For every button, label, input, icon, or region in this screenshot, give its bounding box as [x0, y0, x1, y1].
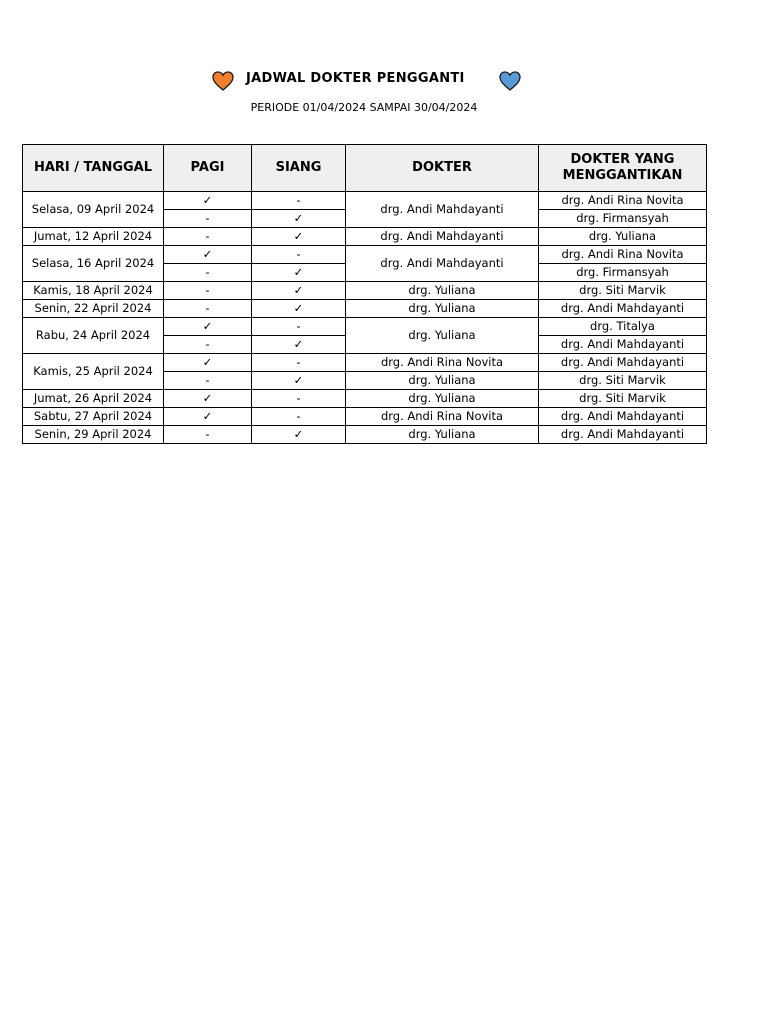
column-header-dokter: DOKTER — [346, 145, 539, 192]
siang-cell: ✓ — [252, 282, 346, 300]
dokter-cell: drg. Yuliana — [346, 390, 539, 408]
dokter-cell: drg. Yuliana — [346, 426, 539, 444]
table-row — [23, 300, 707, 318]
pengganti-cell: drg. Firmansyah — [539, 210, 707, 228]
pagi-cell: ✓ — [164, 408, 252, 426]
date-cell: Selasa, 09 April 2024 — [23, 192, 164, 228]
siang-cell: - — [252, 192, 346, 210]
pengganti-cell: drg. Andi Mahdayanti — [539, 354, 707, 372]
schedule-body — [23, 192, 707, 444]
heart-left-shape — [213, 72, 233, 90]
pengganti-cell: drg. Firmansyah — [539, 264, 707, 282]
date-cell: Kamis, 25 April 2024 — [23, 354, 164, 390]
pagi-cell: - — [164, 426, 252, 444]
siang-cell: - — [252, 318, 346, 336]
column-header-date: HARI / TANGGAL — [23, 145, 164, 192]
dokter-cell: drg. Andi Rina Novita — [346, 354, 539, 372]
table-row — [23, 354, 707, 372]
pagi-cell: - — [164, 264, 252, 282]
pagi-cell: ✓ — [164, 354, 252, 372]
pagi-cell: - — [164, 336, 252, 354]
pagi-cell: ✓ — [164, 246, 252, 264]
pagi-cell: - — [164, 300, 252, 318]
dokter-cell: drg. Andi Mahdayanti — [346, 246, 539, 282]
period-subtitle: PERIODE 01/04/2024 SAMPAI 30/04/2024 — [250, 101, 478, 114]
schedule-table — [22, 144, 707, 444]
date-cell: Jumat, 12 April 2024 — [23, 228, 164, 246]
date-cell: Senin, 22 April 2024 — [23, 300, 164, 318]
table-row — [23, 390, 707, 408]
date-cell: Jumat, 26 April 2024 — [23, 390, 164, 408]
dokter-cell: drg. Yuliana — [346, 282, 539, 300]
pengganti-cell: drg. Siti Marvik — [539, 282, 707, 300]
title-row — [0, 66, 768, 96]
siang-cell: - — [252, 408, 346, 426]
dokter-cell: drg. Andi Mahdayanti — [346, 192, 539, 228]
siang-cell: ✓ — [252, 336, 346, 354]
siang-cell: ✓ — [252, 426, 346, 444]
dokter-cell: drg. Andi Rina Novita — [346, 408, 539, 426]
pengganti-cell: drg. Andi Rina Novita — [539, 192, 707, 210]
table-row — [23, 282, 707, 300]
siang-cell: ✓ — [252, 300, 346, 318]
pagi-cell: ✓ — [164, 318, 252, 336]
dokter-cell: drg. Yuliana — [346, 372, 539, 390]
pengganti-cell: drg. Andi Rina Novita — [539, 246, 707, 264]
pagi-cell: ✓ — [164, 390, 252, 408]
table-row — [23, 408, 707, 426]
table-row — [23, 228, 707, 246]
dokter-cell: drg. Yuliana — [346, 300, 539, 318]
date-cell: Senin, 29 April 2024 — [23, 426, 164, 444]
siang-cell: ✓ — [252, 264, 346, 282]
pengganti-cell: drg. Siti Marvik — [539, 372, 707, 390]
table-row — [23, 426, 707, 444]
pengganti-cell: drg. Andi Mahdayanti — [539, 426, 707, 444]
pengganti-cell: drg. Yuliana — [539, 228, 707, 246]
table-row — [23, 318, 707, 336]
heart-icon — [211, 69, 235, 93]
pengganti-cell: drg. Titalya — [539, 318, 707, 336]
pengganti-cell: drg. Siti Marvik — [539, 390, 707, 408]
heart-right-shape — [500, 72, 520, 90]
siang-cell: ✓ — [252, 228, 346, 246]
pagi-cell: - — [164, 282, 252, 300]
date-cell: Sabtu, 27 April 2024 — [23, 408, 164, 426]
date-cell: Kamis, 18 April 2024 — [23, 282, 164, 300]
siang-cell: ✓ — [252, 210, 346, 228]
date-cell: Rabu, 24 April 2024 — [23, 318, 164, 354]
column-header-siang: SIANG — [252, 145, 346, 192]
dokter-cell: drg. Andi Mahdayanti — [346, 228, 539, 246]
pengganti-cell: drg. Andi Mahdayanti — [539, 300, 707, 318]
siang-cell: - — [252, 354, 346, 372]
date-cell: Selasa, 16 April 2024 — [23, 246, 164, 282]
pengganti-cell: drg. Andi Mahdayanti — [539, 408, 707, 426]
heart-icon — [498, 69, 522, 93]
page-title: JADWAL DOKTER PENGGANTI — [246, 71, 465, 86]
pagi-cell: - — [164, 372, 252, 390]
siang-cell: - — [252, 390, 346, 408]
table-row — [23, 246, 707, 264]
pagi-cell: - — [164, 210, 252, 228]
pagi-cell: - — [164, 228, 252, 246]
pengganti-cell: drg. Andi Mahdayanti — [539, 336, 707, 354]
pagi-cell: ✓ — [164, 192, 252, 210]
table-row — [23, 192, 707, 210]
column-header-pagi: PAGI — [164, 145, 252, 192]
siang-cell: ✓ — [252, 372, 346, 390]
dokter-cell: drg. Yuliana — [346, 318, 539, 354]
column-header-pengganti: DOKTER YANG MENGGANTIKAN — [539, 145, 707, 192]
siang-cell: - — [252, 246, 346, 264]
header-row — [23, 145, 707, 192]
